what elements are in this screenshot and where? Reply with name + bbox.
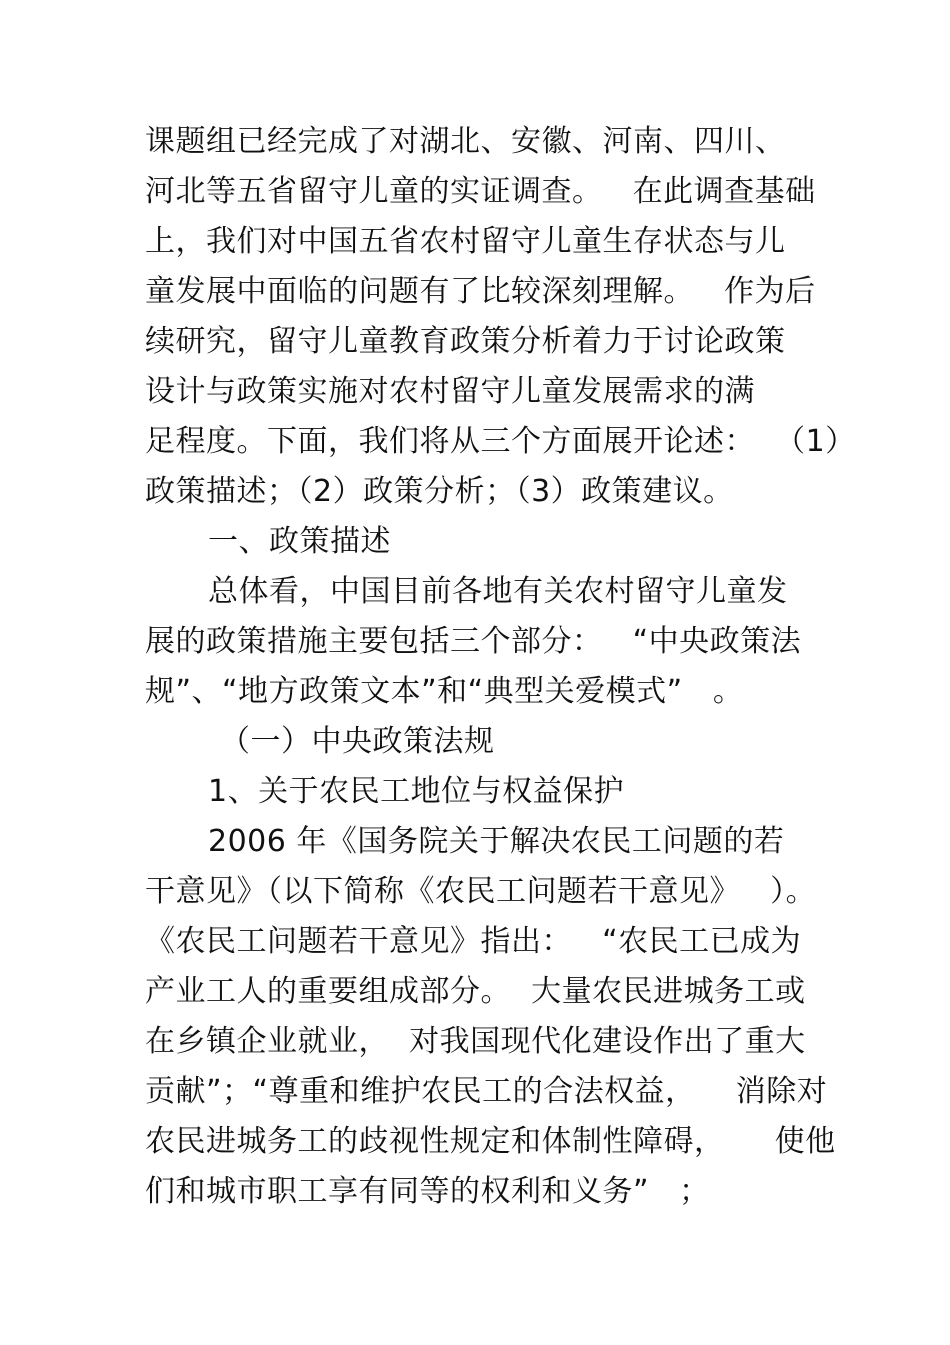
paragraph-line: 设计与政策实施对农村留守儿童发展需求的满: [145, 374, 755, 409]
paragraph-line: 政策描述；（2）政策分析；（3）政策建议。: [145, 474, 734, 509]
paragraph-line: 们和城市职工享有同等的权利和义务” ；: [145, 1174, 710, 1209]
paragraph-line: 干意见》（以下简称《农民工问题若干意见》 ）。: [145, 874, 817, 909]
section-heading: 一、政策描述: [208, 524, 391, 559]
paragraph-line: 产业工人的重要组成部分。 大量农民进城务工或: [145, 974, 806, 1009]
paragraph-line: 贡献”；“尊重和维护农民工的合法权益， 消除对: [145, 1074, 828, 1109]
paragraph-line: 《农民工问题若干意见》指出： “农民工已成为: [145, 924, 802, 959]
paragraph-line: 展的政策措施主要包括三个部分： “中央政策法: [145, 624, 802, 659]
paragraph-line: 童发展中面临的问题有了比较深刻理解。 作为后: [145, 274, 816, 309]
subsection-heading: 1、关于农民工地位与权益保护: [208, 774, 625, 809]
paragraph-line: 足程度。下面，我们将从三个方面展开论述： （1）: [145, 424, 856, 459]
paragraph-line: 河北等五省留守儿童的实证调查。 在此调查基础: [145, 174, 816, 209]
subsection-heading: （一）中央政策法规: [220, 724, 495, 759]
paragraph-line: 规”、“地方政策文本”和“典型关爱模式” 。: [145, 674, 744, 709]
paragraph-line: 续研究，留守儿童教育政策分析着力于讨论政策: [145, 324, 786, 359]
paragraph-line: 总体看，中国目前各地有关农村留守儿童发: [208, 574, 788, 609]
paragraph-line: 上，我们对中国五省农村留守儿童生存状态与儿: [145, 224, 786, 259]
paragraph-line: 课题组已经完成了对湖北、安徽、河南、四川、: [145, 124, 786, 159]
paragraph-line: 2006 年《国务院关于解决农民工问题的若: [208, 824, 785, 859]
paragraph-line: 农民进城务工的歧视性规定和体制性障碍， 使他: [145, 1124, 836, 1159]
paragraph-line: 在乡镇企业就业， 对我国现代化建设作出了重大: [145, 1024, 806, 1059]
